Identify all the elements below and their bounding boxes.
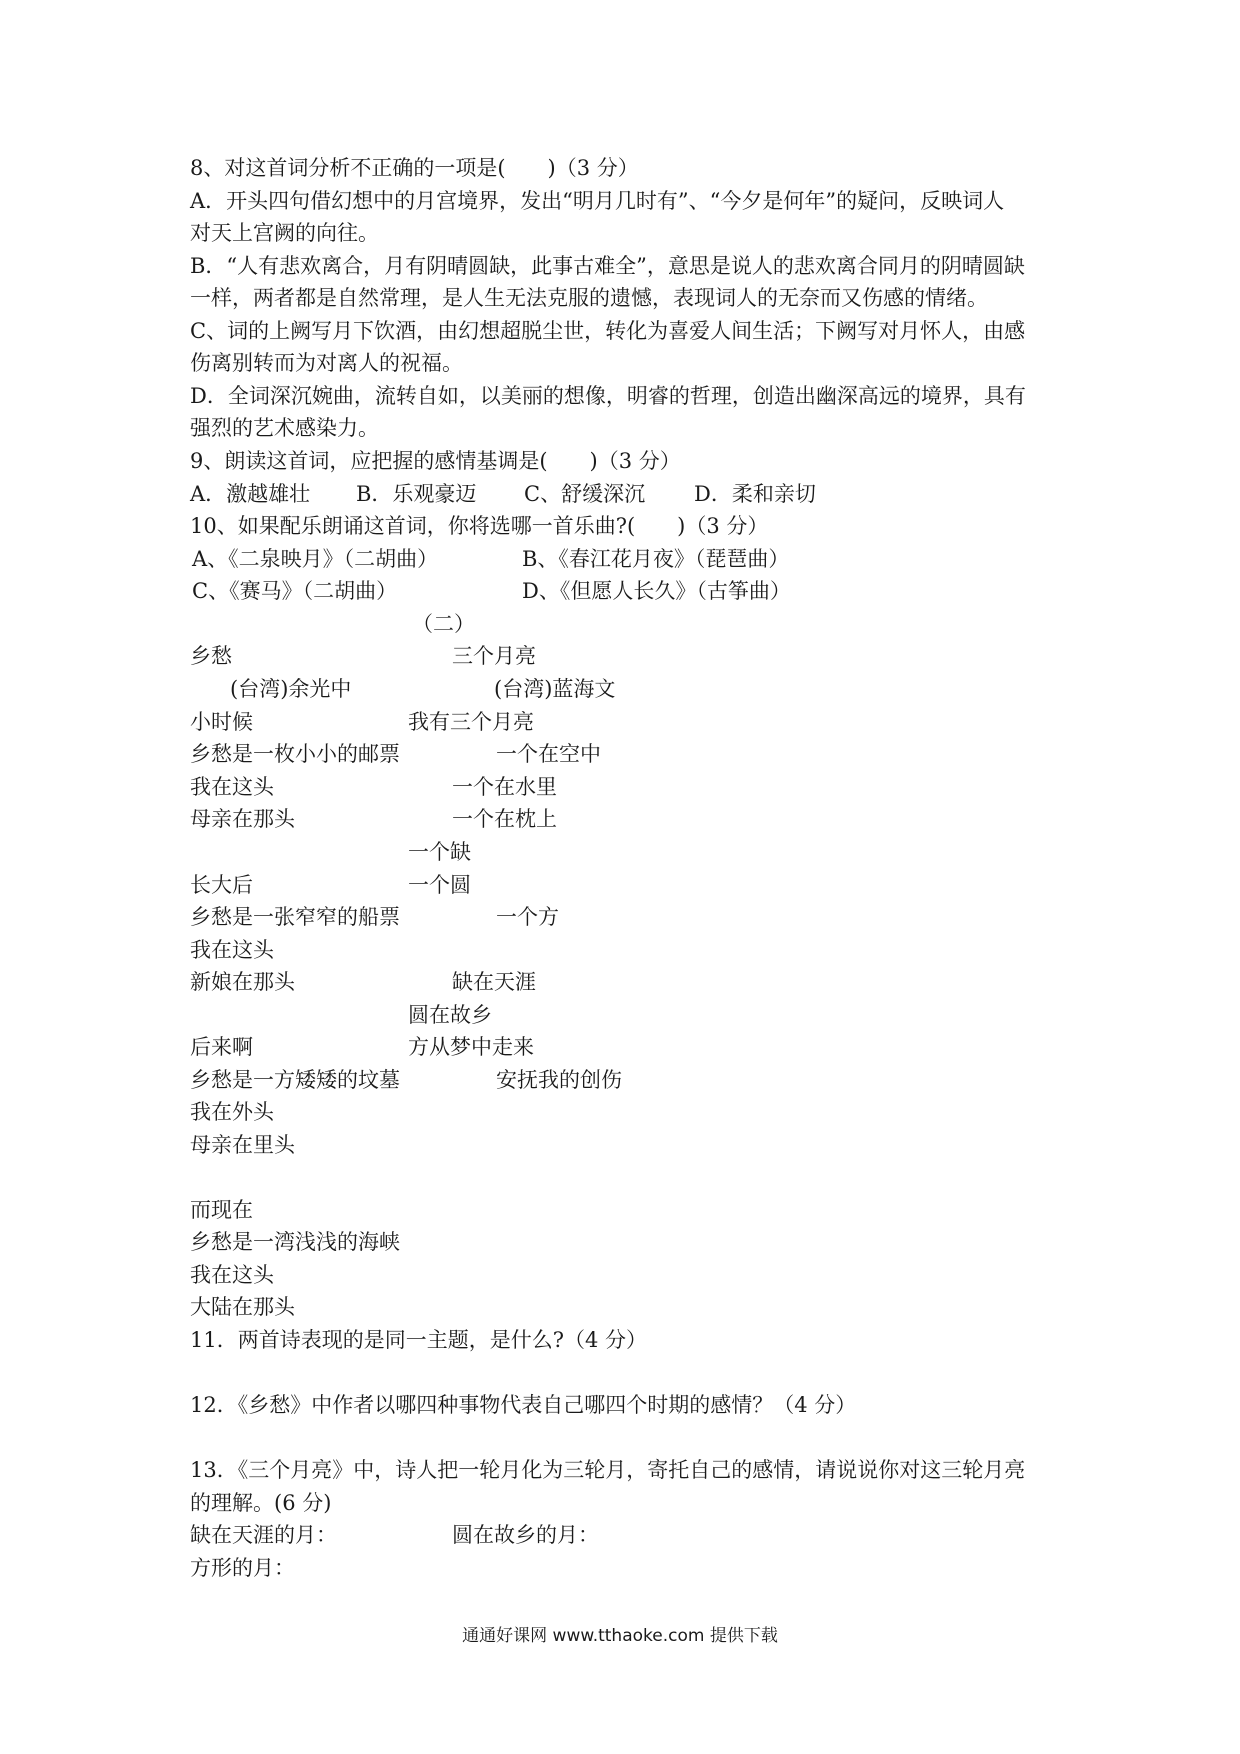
poem1-title: 乡愁 [190,644,232,668]
poem1-line: 母亲在里头 [190,1133,295,1157]
poem2-line: 一个方 [496,905,559,929]
poem2-title: 三个月亮 [452,644,536,668]
poem1-author: (台湾)余光中 [230,677,352,701]
poem2-line: 安抚我的创伤 [496,1068,622,1092]
q10-option-b: B、《春江花月夜》（琵琶曲） [522,547,790,571]
q9-option-c: C、舒缓深沉 [524,482,646,506]
poem1-line: 我在这头 [190,1263,274,1287]
poem1-line: 小时候 [190,710,253,734]
q10-option-d: D、《但愿人长久》（古筝曲） [522,579,791,603]
q13-answer-label-c: 方形的月： [190,1556,295,1580]
poem1-line: 乡愁是一方矮矮的坟墓 [190,1068,400,1092]
poem2-line: 圆在故乡 [408,1003,492,1027]
q12: 12．《乡愁》中作者以哪四种事物代表自己哪四个时期的感情？（4 分） [190,1393,857,1417]
q13-answer-label-a: 缺在天涯的月： [190,1523,337,1547]
q8-option-a-line2: 对天上宫阙的向往。 [190,221,379,245]
q8-option-c-line1: C、词的上阙写月下饮酒，由幻想超脱尘世，转化为喜爱人间生活；下阙写对月怀人，由感 [190,319,1026,343]
poem1-line: 长大后 [190,873,253,897]
poem1-line: 我在这头 [190,775,274,799]
q13-stem-line1: 13．《三个月亮》中，诗人把一轮月化为三轮月，寄托自己的感情，请说说你对这三轮月亮 [190,1458,1026,1482]
poem1-line: 母亲在那头 [190,807,295,831]
poem1-line: 乡愁是一张窄窄的船票 [190,905,400,929]
poem1-line: 后来啊 [190,1035,253,1059]
section-heading: （二） [412,612,475,636]
poem2-line: 一个缺 [408,840,471,864]
poem2-line: 一个在枕上 [452,807,557,831]
q8-option-b-line2: 一样，两者都是自然常理，是人生无法克服的遗憾，表现词人的无奈而又伤感的情绪。 [190,286,988,310]
poem2-line: 一个在空中 [496,742,601,766]
q8-option-d-line1: D．全词深沉婉曲，流转自如，以美丽的想像，明睿的哲理，创造出幽深高远的境界，具有 [190,384,1026,408]
q8-option-c-line2: 伤离别转而为对离人的祝福。 [190,351,463,375]
q9-option-d: D．柔和亲切 [694,482,816,506]
poem1-line: 而现在 [190,1198,253,1222]
poem1-line: 我在外头 [190,1100,274,1124]
q8-option-d-line2: 强烈的艺术感染力。 [190,416,379,440]
q10-stem: 10、如果配乐朗诵这首词，你将选哪一首乐曲?( )（3 分） [190,514,769,538]
poem2-line: 方从梦中走来 [408,1035,534,1059]
q9-option-b: B．乐观豪迈 [356,482,477,506]
q8-option-a-line1: A．开头四句借幻想中的月宫境界，发出“明月几时有”、“今夕是何年”的疑问，反映词人 [190,189,1005,213]
q10-option-c: C、《赛马》（二胡曲） [192,579,398,603]
q9-stem: 9、朗读这首词，应把握的感情基调是( )（3 分） [190,449,681,473]
q13-stem-line2: 的理解。(6 分) [190,1491,332,1515]
poem1-line: 乡愁是一湾浅浅的海峡 [190,1230,400,1254]
q11: 11．两首诗表现的是同一主题，是什么?（4 分） [190,1328,648,1352]
poem1-line: 我在这头 [190,938,274,962]
poem2-line: 一个在水里 [452,775,557,799]
poem2-line: 缺在天涯 [452,970,536,994]
q10-option-a: A、《二泉映月》（二胡曲） [192,547,439,571]
poem1-line: 大陆在那头 [190,1295,295,1319]
footer-credit: 通通好课网 www.tthaoke.com 提供下载 [462,1626,778,1646]
poem2-line: 一个圆 [408,873,471,897]
poem2-line: 我有三个月亮 [408,710,534,734]
q9-option-a: A．激越雄壮 [190,482,311,506]
q13-answer-label-b: 圆在故乡的月： [452,1523,599,1547]
q8-option-b-line1: B．“人有悲欢离合，月有阴晴圆缺，此事古难全”，意思是说人的悲欢离合同月的阴晴圆缺 [190,254,1025,278]
poem1-line: 乡愁是一枚小小的邮票 [190,742,400,766]
poem2-author: (台湾)蓝海文 [494,677,616,701]
q8-stem: 8、对这首词分析不正确的一项是( )（3 分） [190,156,639,180]
poem1-line: 新娘在那头 [190,970,295,994]
